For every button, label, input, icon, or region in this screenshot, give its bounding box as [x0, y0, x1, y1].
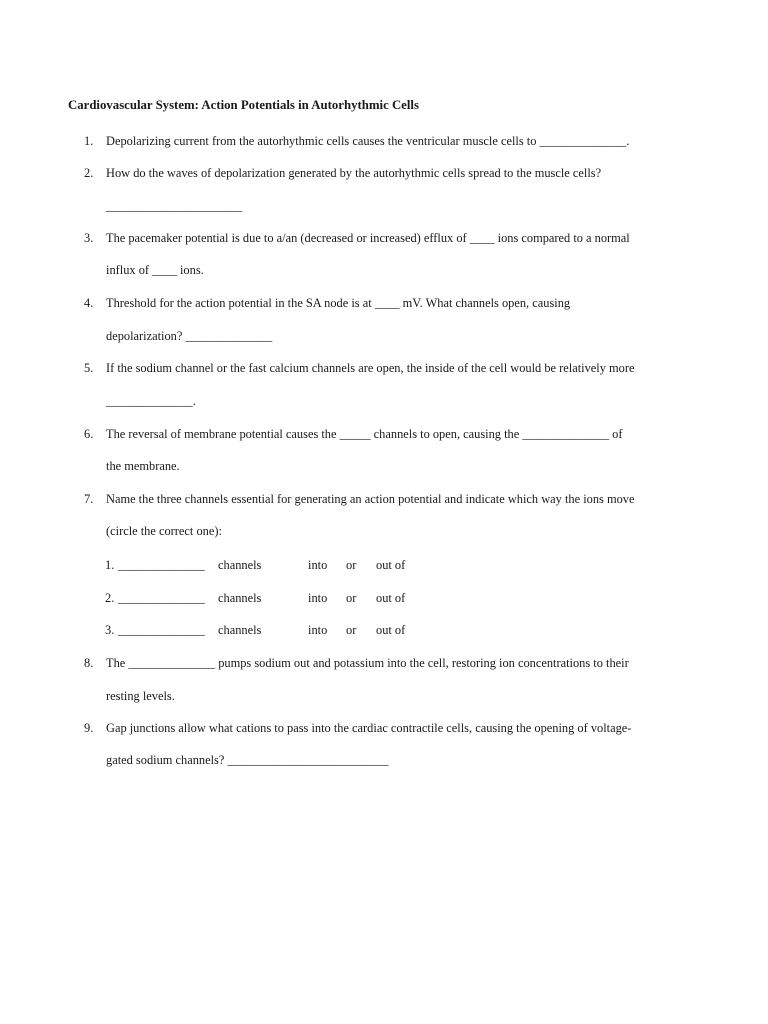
channel-label: channels: [218, 558, 262, 572]
question-text: The ______________ pumps sodium out and potassium into the cell, restoring ion concentrations to their: [106, 656, 629, 670]
question-text: Name the three channels essential for generating an action potential and indicate which way the ions move: [106, 492, 635, 506]
option-into: into: [308, 623, 328, 637]
channel-row-1: [0, 558, 768, 574]
question-text: Depolarizing current from the autorhythmic cells causes the ventricular muscle cells to ______________.: [106, 134, 630, 148]
channel-row-number: 3.: [105, 623, 115, 637]
question-text: How do the waves of depolarization generated by the autorhythmic cells spread to the muscle cells?: [106, 166, 602, 180]
question-text: Gap junctions allow what cations to pass into the cardiac contractile cells, causing the opening of voltage-: [106, 721, 632, 735]
option-or: or: [346, 623, 357, 637]
option-into: into: [308, 558, 328, 572]
channel-row-number: 1.: [105, 558, 115, 572]
question-text: If the sodium channel or the fast calcium channels are open, the inside of the cell would be relatively more: [106, 361, 635, 375]
option-or: or: [346, 558, 357, 572]
question-text-continued: resting levels.: [106, 689, 175, 703]
question-text-continued: depolarization? ______________: [106, 329, 273, 343]
option-or: or: [346, 591, 357, 605]
question-number: 6.: [84, 427, 94, 441]
question-number: 7.: [84, 492, 94, 506]
question-text-continued: gated sodium channels? __________________________: [106, 753, 389, 767]
channel-row-3: [0, 623, 768, 639]
question-text-continued: influx of ____ ions.: [106, 263, 204, 277]
answer-blank: ______________________: [106, 199, 243, 213]
channel-row-number: 2.: [105, 591, 115, 605]
question-text-continued: the membrane.: [106, 459, 180, 473]
answer-blank: ______________.: [106, 394, 196, 408]
channel-label: channels: [218, 623, 262, 637]
question-number: 5.: [84, 361, 94, 375]
question-text: The reversal of membrane potential causes the _____ channels to open, causing the ______________ of: [106, 427, 623, 441]
option-out-of: out of: [376, 591, 406, 605]
question-text: The pacemaker potential is due to a/an (decreased or increased) efflux of ____ ions compared to a normal: [106, 231, 630, 245]
option-out-of: out of: [376, 623, 406, 637]
channel-label: channels: [218, 591, 262, 605]
channel-row-2: [0, 591, 768, 607]
option-into: into: [308, 591, 328, 605]
channel-blank: ______________: [118, 591, 205, 605]
option-out-of: out of: [376, 558, 406, 572]
question-text-continued: (circle the correct one):: [106, 524, 222, 538]
channel-blank: ______________: [118, 558, 205, 572]
question-number: 2.: [84, 166, 94, 180]
question-number: 9.: [84, 721, 94, 735]
channel-blank: ______________: [118, 623, 205, 637]
worksheet-title: Cardiovascular System: Action Potentials in Autorhythmic Cells: [68, 98, 419, 112]
question-number: 4.: [84, 296, 94, 310]
question-number: 1.: [84, 134, 94, 148]
question-number: 8.: [84, 656, 94, 670]
question-number: 3.: [84, 231, 94, 245]
question-text: Threshold for the action potential in the SA node is at ____ mV. What channels open, causing: [106, 296, 571, 310]
